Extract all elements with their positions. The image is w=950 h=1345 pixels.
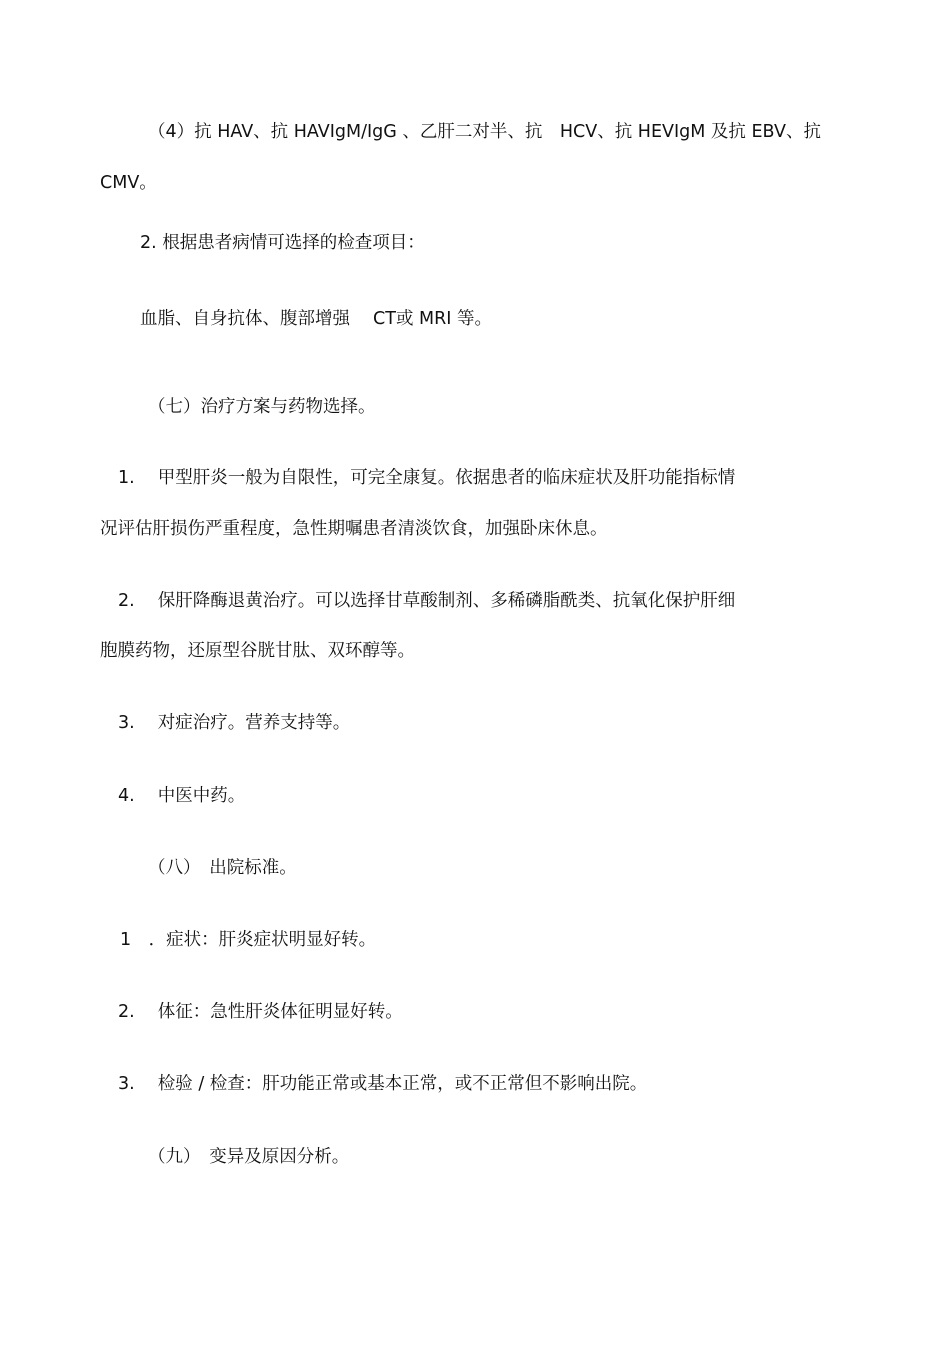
text-line-9: 胞膜药物，还原型谷胱甘肽、双环醇等。: [100, 641, 415, 661]
text-line-15: 3. 检验 / 检查：肝功能正常或基本正常，或不正常但不影响出院。: [118, 1074, 648, 1094]
text-line-8: 2. 保肝降酶退黄治疗。可以选择甘草酸制剂、多稀磷脂酰类、抗氧化保护肝细: [118, 591, 736, 611]
text-line-2: CMV。: [100, 173, 157, 193]
text-line-10: 3. 对症治疗。营养支持等。: [118, 713, 351, 733]
text-line-1: （4）抗 HAV、抗 HAVIgM/IgG 、乙肝二对半、抗 HCV、抗 HEVIgM 及抗 EBV、抗: [148, 122, 821, 142]
text-line-13: 1 ．症状：肝炎症状明显好转。: [120, 930, 377, 950]
text-line-14: 2. 体征：急性肝炎体征明显好转。: [118, 1002, 403, 1022]
text-line-11: 4. 中医中药。: [118, 786, 246, 806]
text-line-6: 1. 甲型肝炎一般为自限性，可完全康复。依据患者的临床症状及肝功能指标情: [118, 468, 736, 488]
text-line-4: 血脂、自身抗体、腹部增强 CT或 MRI 等。: [140, 309, 493, 329]
section-heading-9: （九） 变异及原因分析。: [148, 1147, 350, 1167]
text-line-7: 况评估肝损伤严重程度，急性期嘱患者清淡饮食，加强卧床休息。: [100, 519, 608, 539]
text-line-3: 2. 根据患者病情可选择的检查项目：: [140, 233, 425, 253]
section-heading-7: （七）治疗方案与药物选择。: [148, 397, 376, 417]
section-heading-8: （八） 出院标准。: [148, 858, 297, 878]
